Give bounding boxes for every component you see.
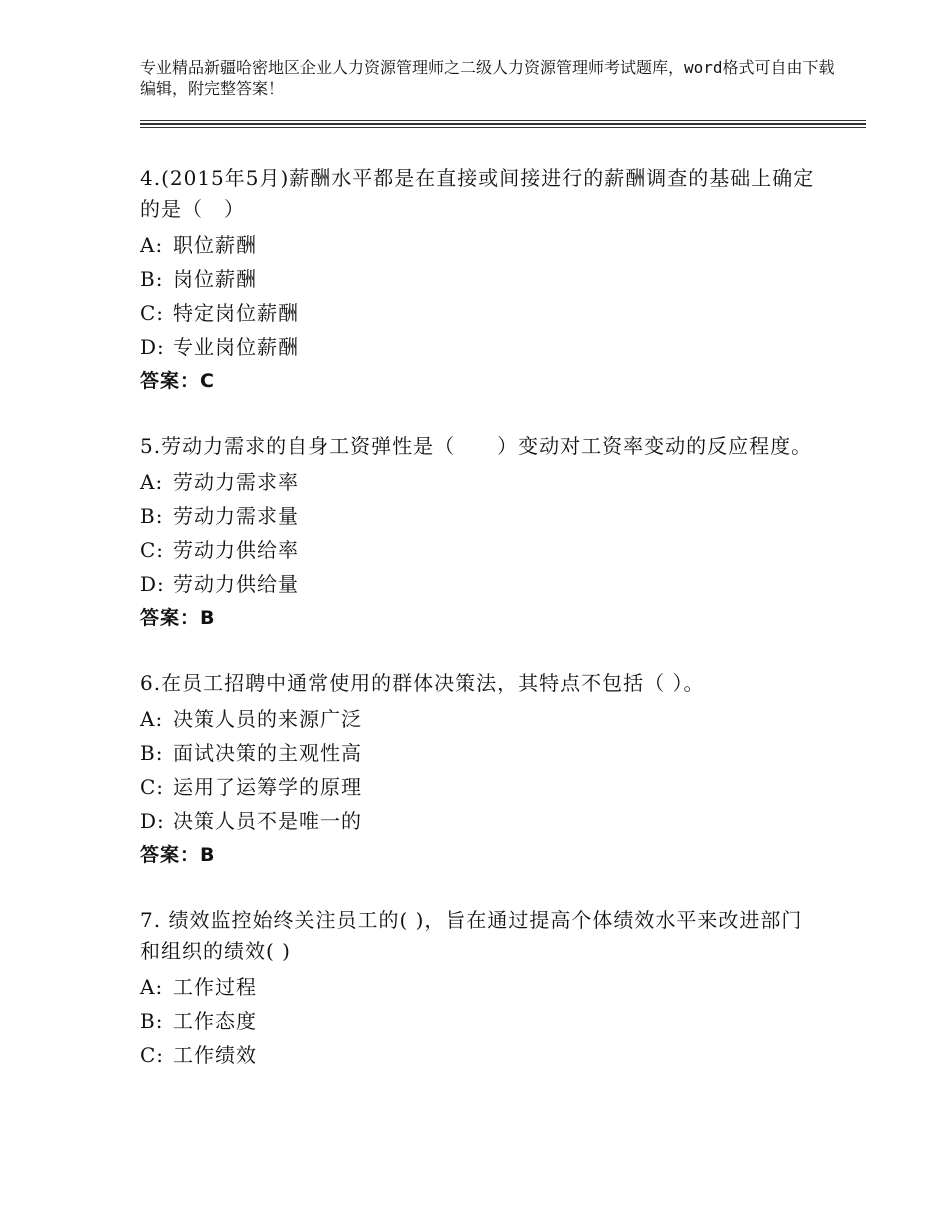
question-stem: 4.(2015年5月)薪酬水平都是在直接或间接进行的薪酬调查的基础上确定的是（ ） [140,166,815,221]
question-4 [140,163,820,398]
option-b [140,499,820,533]
option-key: B: [140,267,164,291]
option-text: 工作态度 [173,1009,257,1033]
option-key: C: [140,775,165,799]
option-key: A: [140,707,164,731]
header-rule-middle [140,123,866,125]
option-key: B: [140,741,164,765]
answer-value: C [200,370,215,392]
option-text: 决策人员不是唯一的 [173,809,362,833]
option-text: 劳动力供给量 [173,572,299,596]
option-text: 决策人员的来源广泛 [173,707,362,731]
question-7 [140,905,820,1072]
option-key: B: [140,1009,164,1033]
option-text: 特定岗位薪酬 [173,301,299,325]
question-list [140,163,820,1105]
option-d [140,804,820,838]
option-key: D: [140,335,165,359]
document-header: 专业精品新疆哈密地区企业人力资源管理师之二级人力资源管理师考试题库，word格式可自由下载编辑，附完整答案！ [140,58,835,98]
option-b [140,736,820,770]
option-key: C: [140,301,165,325]
header-rule-top [140,120,866,121]
answer-value: B [200,607,216,629]
question-stem: 7. 绩效监控始终关注员工的( )，旨在通过提高个体绩效水平来改进部门和组织的绩效( ) [140,908,803,963]
option-a [140,970,820,1004]
option-key: B: [140,504,164,528]
question-stem: 6.在员工招聘中通常使用的群体决策法，其特点不包括（ ）。 [140,671,705,695]
option-text: 劳动力需求率 [173,470,299,494]
option-key: A: [140,233,164,257]
answer-label: 答案： [140,370,201,392]
option-a [140,465,820,499]
answer-label: 答案： [140,844,201,866]
header-rule-bottom [140,127,866,128]
option-c [140,296,820,330]
question-stem: 5.劳动力需求的自身工资弹性是（ ）变动对工资率变动的反应程度。 [140,434,813,458]
option-key: A: [140,975,164,999]
option-key: C: [140,1043,165,1067]
option-text: 劳动力需求量 [173,504,299,528]
option-text: 劳动力供给率 [173,538,299,562]
answer-label: 答案： [140,607,201,629]
option-text: 面试决策的主观性高 [173,741,362,765]
option-c [140,1038,820,1072]
option-text: 工作过程 [173,975,257,999]
option-key: A: [140,470,164,494]
answer-value: B [200,844,216,866]
option-b [140,1004,820,1038]
option-text: 岗位薪酬 [173,267,257,291]
question-5 [140,431,820,635]
option-c [140,770,820,804]
option-key: C: [140,538,165,562]
option-a [140,228,820,262]
option-c [140,533,820,567]
question-6 [140,668,820,872]
option-key: D: [140,809,165,833]
option-text: 专业岗位薪酬 [173,335,299,359]
option-b [140,262,820,296]
option-d [140,330,820,364]
option-text: 工作绩效 [173,1043,257,1067]
answer-line [140,601,820,635]
option-d [140,567,820,601]
option-text: 运用了运筹学的原理 [173,775,362,799]
option-a [140,702,820,736]
option-text: 职位薪酬 [173,233,257,257]
answer-line [140,364,820,398]
option-key: D: [140,572,165,596]
answer-line [140,838,820,872]
